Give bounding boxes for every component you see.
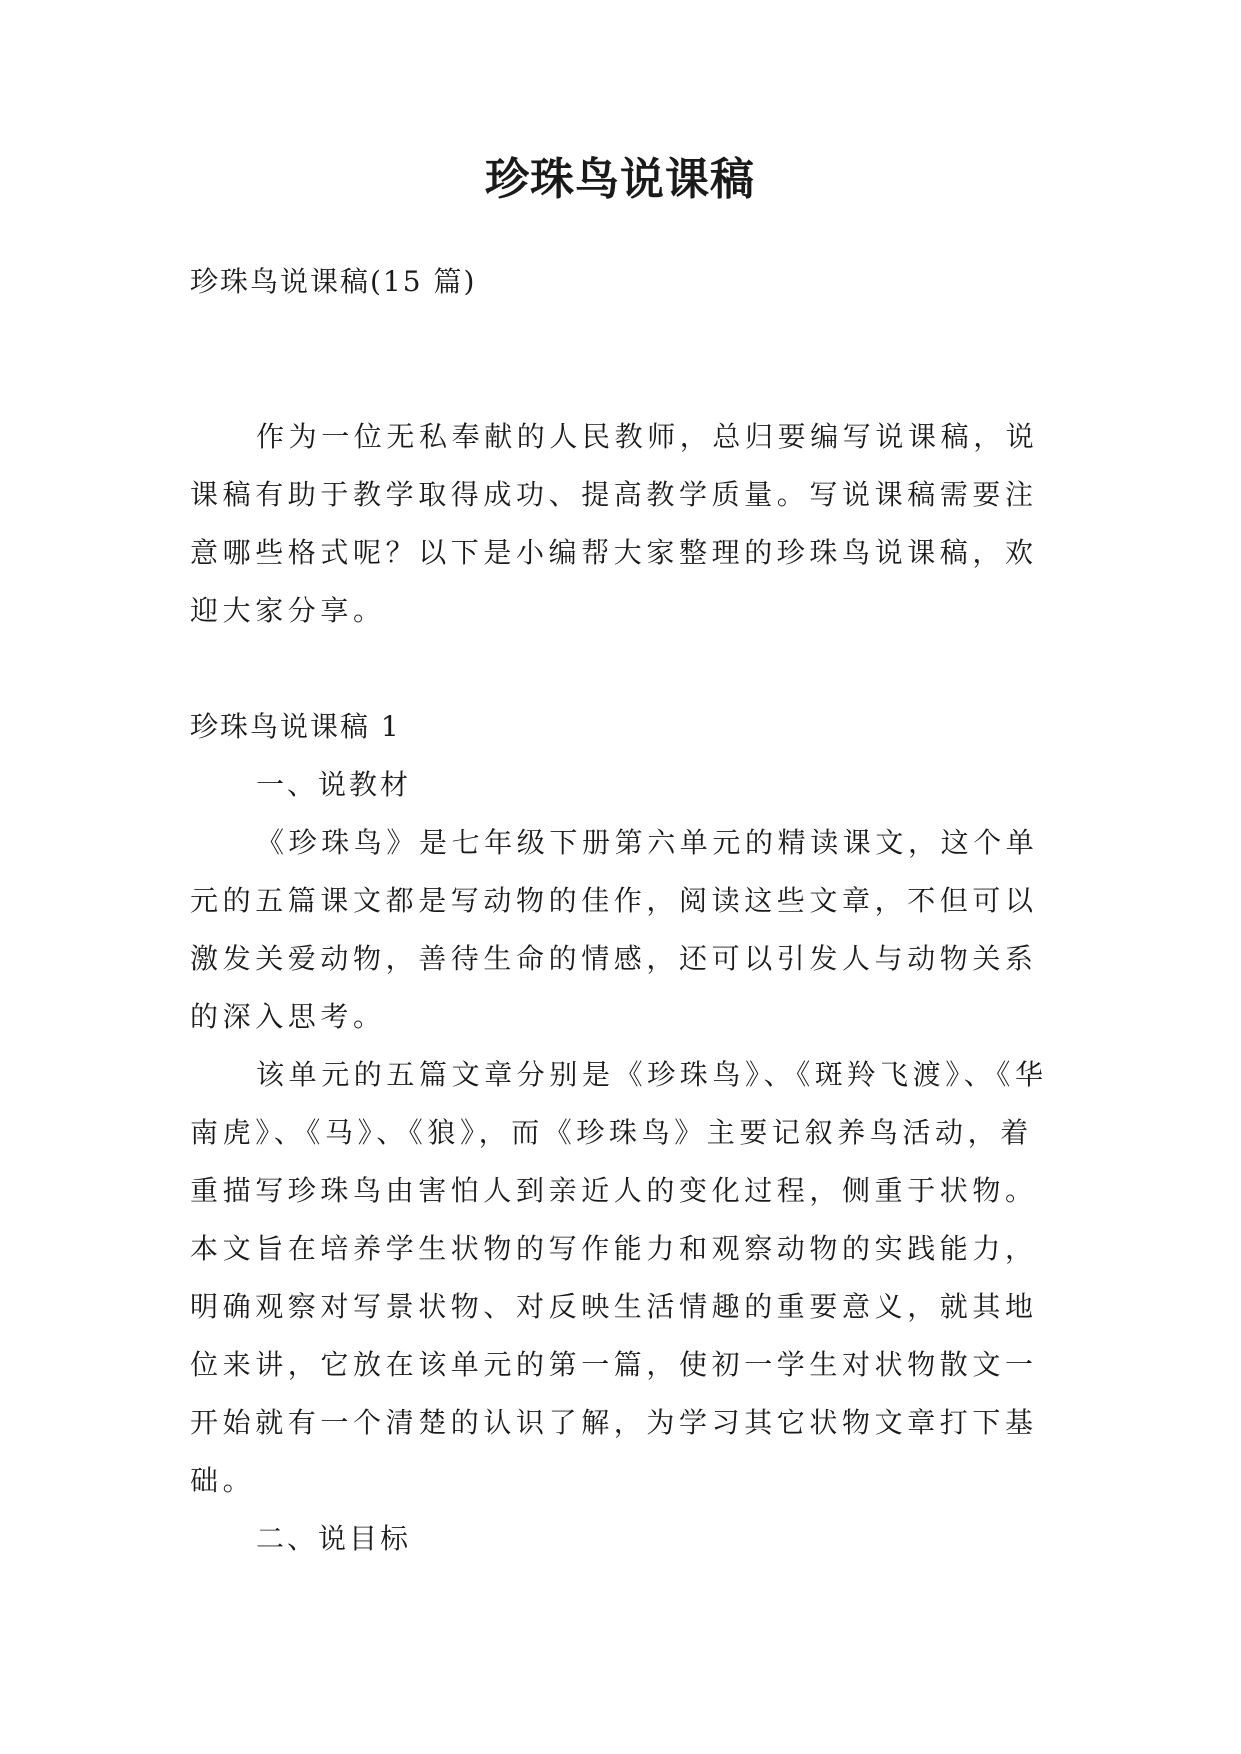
document-title: 珍珠鸟说课稿 [485,154,755,205]
heading-goals: 二、说目标 [256,1522,412,1555]
paragraph-textbook-2: 该单元的五篇文章分别是《珍珠鸟》、《斑羚飞渡》、《华南虎》、《马》、《狼》，而《珍珠鸟》主要记叙养鸟活动，着重描写珍珠鸟由害怕人到亲近人的变化过程，侧重于状物。本文旨在培养学生状物的写作能力和观察动物的实践能力，明确观察对写景状物、对反映生活情趣的重要意义，就其地位来讲，它放在该单元的第一篇，使初一学生对状物散文一开始就有一个清楚的认识了解，为学习其它状物文章打下基础。 [190,1058,1048,1497]
intro-paragraph: 作为一位无私奉献的人民教师，总归要编写说课稿，说课稿有助于教学取得成功、提高教学质量。写说课稿需要注意哪些格式呢？以下是小编帮大家整理的珍珠鸟说课稿，欢迎大家分享。 [190,420,1039,627]
paragraph-textbook-1: 《珍珠鸟》是七年级下册第六单元的精读课文，这个单元的五篇课文都是写动物的佳作，阅读这些文章，不但可以激发关爱动物，善待生命的情感，还可以引发人与动物关系的深入思考。 [190,826,1039,1033]
document-subtitle: 珍珠鸟说课稿(15 篇) [190,265,477,298]
heading-textbook: 一、说教材 [256,768,412,801]
section-title: 珍珠鸟说课稿 1 [190,710,401,743]
section-body [190,698,1050,1568]
